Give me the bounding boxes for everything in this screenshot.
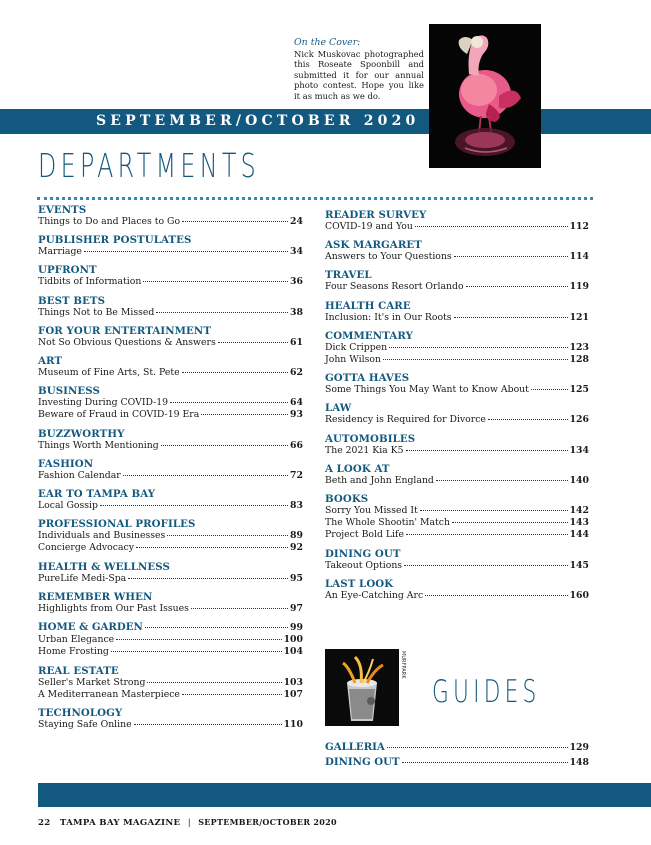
dot-leader	[134, 724, 282, 725]
guide-page: 129	[569, 742, 589, 753]
toc-entry[interactable]	[38, 276, 303, 288]
entry-page: 95	[290, 572, 303, 584]
dot-leader	[123, 475, 288, 476]
toc-section	[38, 385, 303, 421]
toc-entry[interactable]	[38, 470, 303, 482]
toc-entry[interactable]	[325, 414, 589, 426]
dot-leader	[191, 608, 288, 609]
guide-entry[interactable]	[325, 740, 589, 755]
guides-list	[325, 740, 589, 770]
toc-entry[interactable]	[38, 246, 303, 258]
section-heading: READER SURVEY	[325, 209, 427, 221]
section-heading: FOR YOUR ENTERTAINMENT	[38, 324, 212, 337]
toc-entry[interactable]	[38, 440, 303, 452]
toc-section	[325, 578, 589, 602]
entry-page: 97	[290, 602, 303, 614]
entry-title: Concierge Advocacy	[38, 542, 134, 554]
dot-leader	[454, 256, 568, 257]
toc-section	[38, 665, 303, 701]
section-heading: AUTOMOBILES	[325, 432, 416, 445]
dot-leader	[143, 281, 288, 282]
entry-title: Fashion Calendar	[38, 469, 121, 481]
entry-title: Things Not to Be Missed	[38, 306, 155, 318]
dot-leader	[161, 445, 288, 446]
toc-entry[interactable]	[325, 505, 589, 517]
section-heading: FASHION	[38, 457, 94, 470]
entry-title: Some Things You May Want to Know About	[325, 384, 529, 396]
guide-title: DINING OUT	[325, 756, 400, 768]
dot-leader	[425, 595, 567, 596]
toc-section	[38, 488, 303, 512]
entry-page: 104	[283, 646, 303, 658]
toc-entry[interactable]	[325, 475, 589, 487]
dot-leader	[452, 522, 568, 523]
dot-leader	[383, 359, 568, 360]
toc-section	[325, 209, 589, 233]
dot-leader	[420, 510, 568, 511]
toc-entry[interactable]	[325, 354, 589, 366]
entry-title: A Mediterranean Masterpiece	[38, 688, 180, 700]
section-heading: ART	[38, 355, 63, 368]
entry-title: Home Frosting	[38, 646, 109, 658]
toc-section	[38, 295, 303, 319]
footer-magazine: TAMPA BAY MAGAZINE	[59, 818, 181, 828]
toc-section	[38, 591, 303, 615]
entry-page: 140	[569, 474, 589, 486]
dot-leader	[531, 389, 568, 390]
toc-entry[interactable]	[325, 281, 589, 293]
entry-page: 100	[283, 634, 303, 646]
entry-page: 128	[569, 354, 589, 366]
entry-page: 72	[290, 469, 303, 481]
toc-entry[interactable]	[325, 251, 589, 263]
entry-title: Answers to Your Questions	[325, 251, 452, 263]
entry-page: 92	[290, 542, 303, 554]
cover-photo-spoonbill	[429, 24, 541, 168]
entry-page: 145	[569, 559, 589, 571]
entry-title: Things Worth Mentioning	[38, 439, 159, 451]
toc-section	[325, 330, 589, 366]
entry-title: The Whole Shootin' Match	[325, 517, 450, 529]
toc-entry[interactable]	[38, 646, 303, 658]
entry-title: Staying Safe Online	[38, 719, 132, 731]
section-heading: HEALTH CARE	[325, 299, 411, 312]
toc-entry[interactable]	[38, 367, 303, 379]
dot-leader	[128, 578, 288, 579]
toc-entry[interactable]	[38, 573, 303, 585]
footer-issue: SEPTEMBER/OCTOBER 2020	[198, 817, 337, 827]
footer-separator: |	[187, 818, 191, 828]
entry-page: 61	[290, 336, 303, 348]
dot-leader	[182, 221, 288, 222]
departments-title: DEPARTMENTS	[38, 146, 261, 185]
dot-leader	[182, 372, 288, 373]
entry-title: Four Seasons Resort Orlando	[325, 281, 464, 293]
entry-page: 24	[290, 216, 303, 227]
dotted-divider	[37, 197, 593, 200]
dot-leader	[387, 747, 568, 748]
toc-entry[interactable]	[325, 445, 589, 457]
section-heading: LAW	[325, 402, 352, 415]
toc-entry[interactable]	[38, 603, 303, 615]
toc-section	[325, 269, 589, 293]
toc-entry[interactable]	[38, 677, 303, 689]
section-heading: TRAVEL	[325, 269, 372, 282]
entry-page: 99	[290, 622, 303, 634]
photo-credit: MURFPARK	[400, 651, 405, 679]
toc-section	[325, 402, 589, 426]
section-heading: BUSINESS	[38, 385, 100, 398]
entry-title: Marriage	[38, 246, 82, 258]
toc-entry[interactable]	[38, 500, 303, 512]
toc-entry[interactable]	[325, 384, 589, 396]
entry-page: 66	[290, 439, 303, 451]
entry-title: Investing During COVID-19	[38, 397, 169, 409]
entry-title: HOME & GARDEN	[38, 621, 143, 634]
right-column	[325, 209, 589, 608]
entry-title: Residency is Required for Divorce	[325, 414, 486, 426]
toc-entry[interactable]	[325, 312, 589, 324]
entry-page: 126	[569, 414, 589, 426]
toc-entry[interactable]	[38, 307, 303, 319]
toc-section	[325, 300, 589, 324]
toc-entry[interactable]	[38, 542, 303, 554]
entry-page: 134	[569, 444, 589, 456]
toc-entry[interactable]	[325, 529, 589, 541]
entry-title: Highlights from Our Past Issues	[38, 602, 189, 614]
entry-title: Tidbits of Information	[38, 276, 142, 288]
section-heading: UPFRONT	[38, 264, 97, 277]
toc-section	[38, 234, 303, 258]
toc-entry[interactable]	[325, 590, 589, 602]
cover-caption	[294, 38, 424, 102]
entry-title: PureLife Medi-Spa	[38, 572, 127, 584]
entry-page: 34	[290, 246, 303, 258]
entry-title: Takeout Options	[325, 559, 403, 571]
dot-leader	[218, 342, 288, 343]
toc-section	[325, 239, 589, 263]
entry-page: 160	[569, 589, 589, 601]
entry-title: Sorry You Missed It	[325, 505, 418, 517]
toc-section	[38, 621, 303, 659]
dot-leader	[170, 402, 288, 403]
entry-page: 143	[569, 517, 589, 529]
section-heading: PUBLISHER POSTULATES	[38, 234, 192, 247]
toc-entry[interactable]	[38, 409, 303, 421]
entry-title: Urban Elegance	[38, 634, 115, 646]
entry-page: 36	[290, 276, 303, 288]
toc-section	[325, 433, 589, 457]
entry-title: Individuals and Businesses	[38, 530, 166, 542]
dot-leader	[100, 505, 288, 506]
footer-page-number: 22	[38, 818, 51, 828]
cover-caption-heading: On the Cover:	[294, 37, 361, 48]
entry-page: 93	[290, 409, 303, 421]
entry-page: 142	[569, 505, 589, 517]
toc-entry[interactable]	[38, 621, 303, 634]
dot-leader	[116, 639, 281, 640]
toc-entry[interactable]	[38, 634, 303, 646]
toc-section	[38, 355, 303, 379]
toc-entry[interactable]	[325, 342, 589, 354]
dot-leader	[454, 317, 568, 318]
section-heading: ASK MARGARET	[325, 239, 422, 252]
entry-title: Beth and John England	[325, 474, 434, 486]
toc-section	[325, 463, 589, 487]
toc-section	[38, 325, 303, 349]
dot-leader	[147, 682, 281, 683]
guide-title: GALLERIA	[325, 741, 385, 753]
entry-page: 83	[290, 500, 303, 512]
toc-section	[325, 493, 589, 542]
dot-leader	[389, 347, 567, 348]
toc-entry[interactable]	[325, 560, 589, 572]
entry-title: Dick Crippen	[325, 341, 388, 353]
toc-section	[38, 458, 303, 482]
dot-leader	[436, 480, 568, 481]
toc-section	[38, 428, 303, 452]
entry-title: John Wilson	[325, 354, 381, 366]
entry-title: Beware of Fraud in COVID-19 Era	[38, 409, 200, 421]
entry-title: An Eye-Catching Arc	[325, 589, 424, 601]
section-heading: BUZZWORTHY	[38, 427, 125, 440]
toc-section	[38, 707, 303, 731]
toc-section	[325, 372, 589, 396]
section-heading: BEST BETS	[38, 294, 106, 307]
section-heading: A LOOK AT	[325, 462, 390, 475]
toc-entry[interactable]	[38, 337, 303, 349]
entry-page: 110	[283, 719, 303, 731]
entry-page: 121	[569, 311, 589, 323]
toc-entry[interactable]	[38, 397, 303, 409]
issue-date: SEPTEMBER/OCTOBER 2020	[96, 113, 420, 129]
section-heading: BOOKS	[325, 493, 369, 506]
guides-title: GUIDES	[432, 674, 541, 710]
dot-leader	[415, 226, 568, 227]
section-heading: GOTTA HAVES	[325, 372, 410, 385]
dot-leader	[406, 450, 568, 451]
dot-leader	[145, 627, 288, 628]
section-heading: PROFESSIONAL PROFILES	[38, 518, 196, 531]
section-heading: HEALTH & WELLNESS	[38, 560, 170, 573]
dot-leader	[488, 419, 568, 420]
guide-page: 148	[569, 757, 589, 768]
section-heading: REMEMBER WHEN	[38, 590, 153, 603]
dot-leader	[404, 565, 568, 566]
entry-page: 64	[290, 397, 303, 409]
entry-title: Things to Do and Places to Go	[38, 216, 181, 227]
entry-page: 103	[283, 676, 303, 688]
toc-entry[interactable]	[325, 517, 589, 529]
entry-page: 119	[569, 281, 589, 293]
dot-leader	[402, 762, 568, 763]
dot-leader	[84, 251, 288, 252]
entry-title: Seller's Market Strong	[38, 676, 146, 688]
section-heading: TECHNOLOGY	[38, 707, 123, 720]
entry-page: 89	[290, 530, 303, 542]
section-heading: COMMENTARY	[325, 329, 413, 342]
section-heading: EVENTS	[38, 204, 87, 216]
dot-leader	[111, 651, 282, 652]
entry-page: 112	[569, 221, 589, 232]
entry-title: Local Gossip	[38, 500, 98, 512]
toc-section	[38, 264, 303, 288]
toc-section	[38, 518, 303, 554]
entry-page: 144	[569, 529, 589, 541]
dot-leader	[156, 312, 288, 313]
entry-page: 107	[283, 688, 303, 700]
entry-title: COVID-19 and You	[325, 221, 413, 232]
entry-title: The 2021 Kia K5	[325, 444, 404, 456]
entry-page: 125	[569, 384, 589, 396]
dot-leader	[201, 414, 288, 415]
bottom-bar	[38, 783, 651, 807]
section-heading: EAR TO TAMPA BAY	[38, 488, 156, 501]
entry-page: 38	[290, 306, 303, 318]
entry-title: Project Bold Life	[325, 529, 404, 541]
left-column	[38, 204, 303, 737]
toc-entry[interactable]	[325, 221, 589, 233]
dot-leader	[466, 286, 568, 287]
section-heading: REAL ESTATE	[38, 664, 119, 677]
toc-section	[38, 204, 303, 228]
entry-title: Not So Obvious Questions & Answers	[38, 336, 216, 348]
guides-photo-drink	[325, 649, 399, 726]
dot-leader	[406, 534, 568, 535]
cover-caption-text: Nick Muskovac photographed this Roseate Spoonbill and submitted it for our annual photo contest. Hope you like it as much as we do.	[294, 48, 424, 101]
dot-leader	[136, 547, 288, 548]
section-heading: LAST LOOK	[325, 577, 394, 590]
entry-title: Inclusion: It's in Our Roots	[325, 311, 452, 323]
toc-entry[interactable]	[38, 719, 303, 731]
guide-entry[interactable]	[325, 755, 589, 770]
entry-page: 62	[290, 367, 303, 379]
toc-section	[325, 548, 589, 572]
toc-entry[interactable]	[38, 216, 303, 228]
section-heading: DINING OUT	[325, 547, 401, 560]
footer	[38, 817, 337, 828]
entry-page: 123	[569, 341, 589, 353]
toc-section	[38, 561, 303, 585]
entry-page: 114	[569, 251, 589, 263]
toc-entry[interactable]	[38, 689, 303, 701]
toc-entry[interactable]	[38, 530, 303, 542]
dot-leader	[182, 694, 282, 695]
entry-title: Museum of Fine Arts, St. Pete	[38, 367, 180, 379]
dot-leader	[167, 535, 288, 536]
